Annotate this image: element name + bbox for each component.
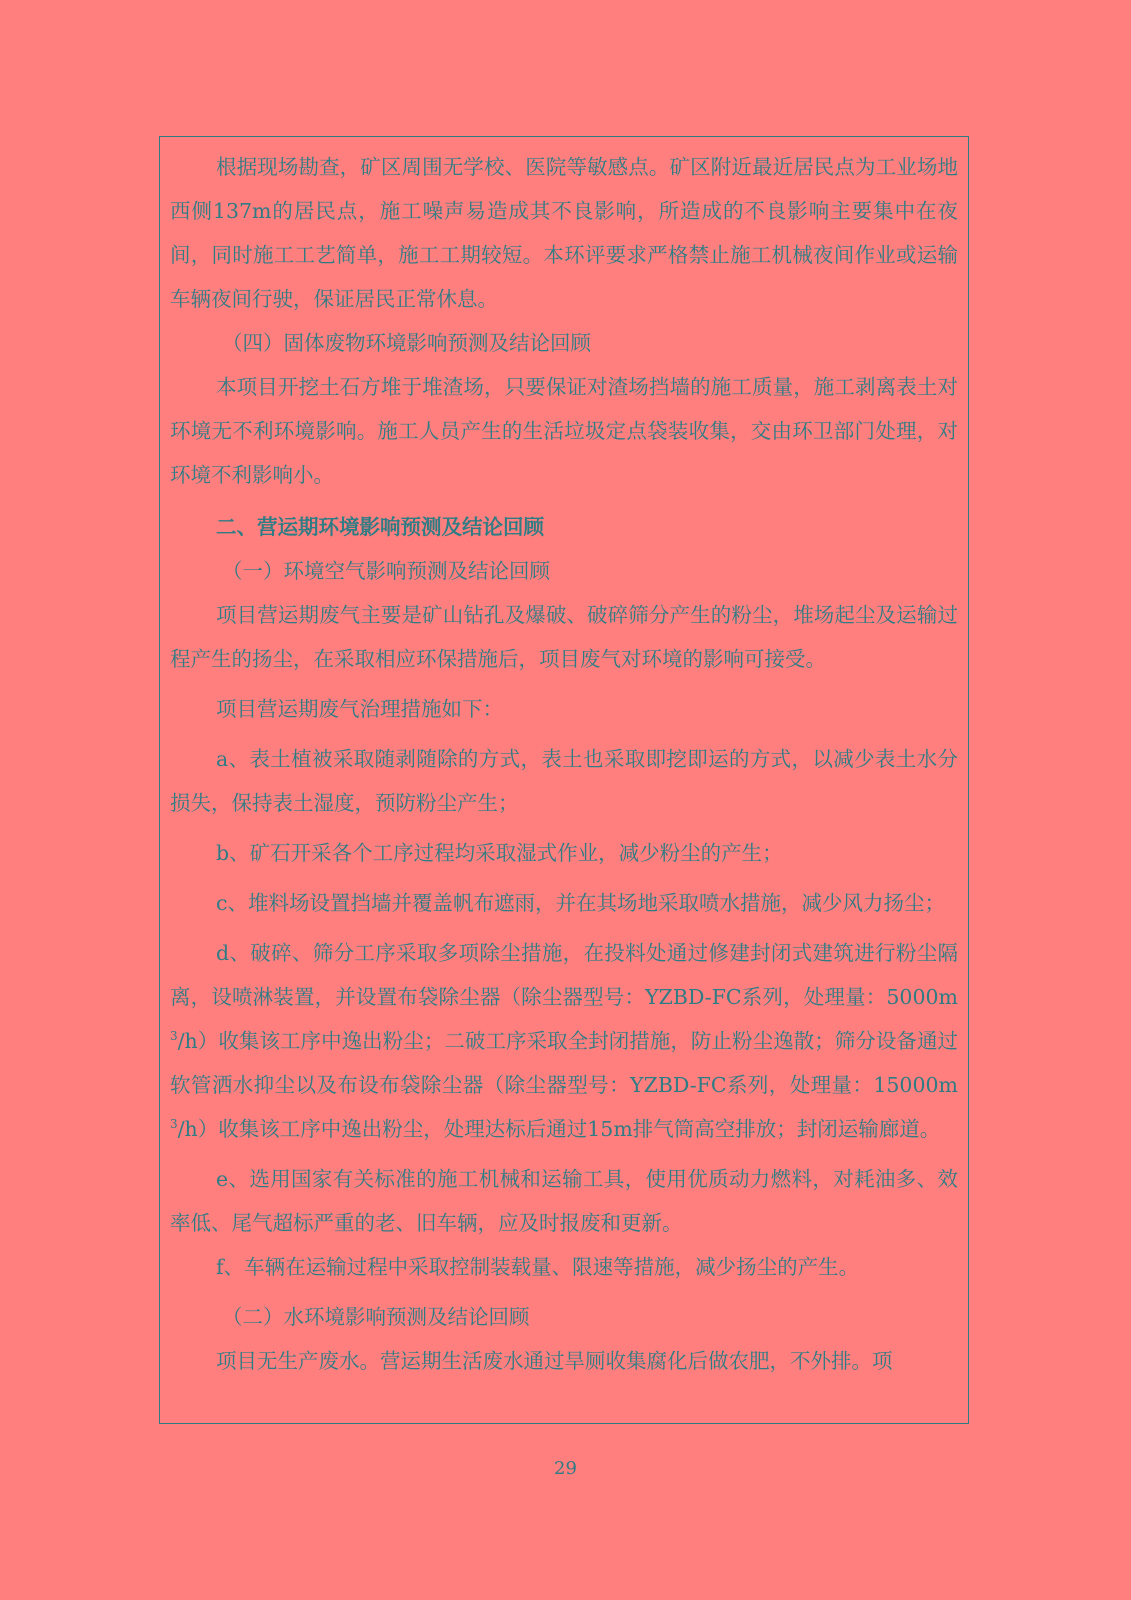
paragraph-air-summary: 项目营运期废气主要是矿山钻孔及爆破、破碎筛分产生的粉尘，堆场起尘及运输过程产生的扬尘，在采取相应环保措施后，项目废气对环境的影响可接受。 [170,603,958,671]
heading-solid-waste: （四）固体废物环境影响预测及结论回顾 [222,331,591,355]
measure-d-part1: d、破碎、筛分工序采取多项除尘措施，在投料处通过修建封闭式建筑进行粉尘隔离，设喷淋装置，并设置布袋除尘器（除尘器型号：YZBD-FC系列，处理量：5000m [170,941,958,1009]
superscript-1: 3 [170,1029,178,1044]
content-frame [159,136,969,1424]
measure-d-part3: /h）收集该工序中逸出粉尘，处理达标后通过15m排气筒高空排放；封闭运输廊道。 [177,1117,941,1141]
page-number: 29 [554,1458,577,1479]
paragraph-measure-d [170,931,958,1151]
measure-d-part2: /h）收集该工序中逸出粉尘；二破工序采取全封闭措施，防止粉尘逸散；筛分设备通过软管洒水抑尘以及布设布袋除尘器（除尘器型号：YZBD-FC系列，处理量：15000m [170,1029,958,1097]
paragraph-measure-f: f、车辆在运输过程中采取控制装载量、限速等措施，减少扬尘的产生。 [216,1255,860,1279]
paragraph-solid-waste: 本项目开挖土石方堆于堆渣场，只要保证对渣场挡墙的施工质量，施工剥离表土对环境无不利环境影响。施工人员产生的生活垃圾定点袋装收集，交由环卫部门处理，对环境不利影响小。 [170,375,958,487]
paragraph-measure-e: e、选用国家有关标准的施工机械和运输工具，使用优质动力燃料，对耗油多、效率低、尾气超标严重的老、旧车辆，应及时报废和更新。 [170,1167,958,1235]
paragraph-measure-a: a、表土植被采取随剥随除的方式，表土也采取即挖即运的方式，以减少表土水分损失，保持表土湿度，预防粉尘产生； [170,747,958,815]
paragraph-measure-c: c、堆料场设置挡墙并覆盖帆布遮雨，并在其场地采取喷水措施，减少风力扬尘； [216,891,945,915]
paragraph-measures-intro: 项目营运期废气治理措施如下： [216,697,503,721]
paragraph-measure-b: b、矿石开采各个工序过程均采取湿式作业，减少粉尘的产生； [216,841,783,865]
heading-air: （一）环境空气影响预测及结论回顾 [222,559,550,583]
heading-water: （二）水环境影响预测及结论回顾 [222,1305,530,1329]
paragraph-water: 项目无生产废水。营运期生活废水通过旱厕收集腐化后做农肥，不外排。项 [216,1349,893,1373]
paragraph-noise: 根据现场勘查，矿区周围无学校、医院等敏感点。矿区附近最近居民点为工业场地西侧137m的居民点，施工噪声易造成其不良影响，所造成的不良影响主要集中在夜间，同时施工工艺简单，施工工期较短。本环评要求严格禁止施工机械夜间作业或运输车辆夜间行驶，保证居民正常休息。 [170,155,958,311]
superscript-2: 3 [170,1117,178,1132]
heading-operation-period: 二、营运期环境影响预测及结论回顾 [216,515,544,539]
